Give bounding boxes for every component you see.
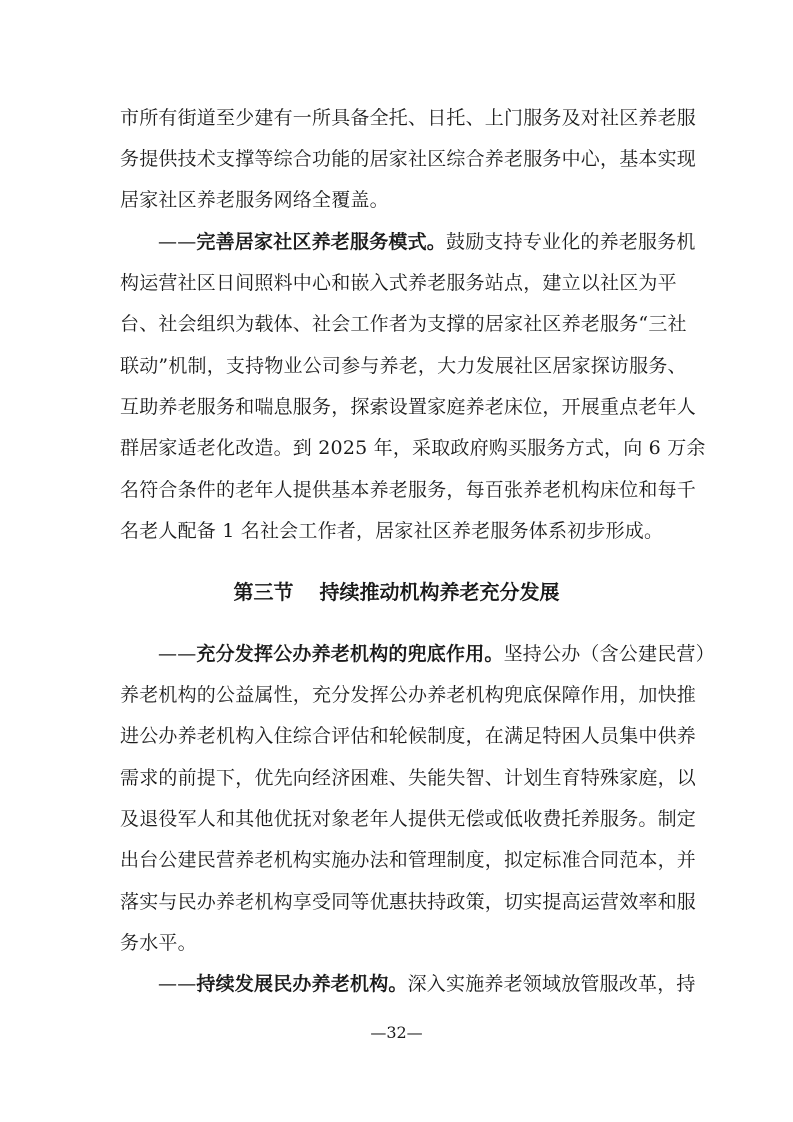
body-text-line: 互助养老服务和喘息服务，探索设置家庭养老床位，开展重点老年人 (120, 396, 697, 418)
section-title: 持续推动机构养老充分发展 (319, 580, 560, 604)
paragraph-bold-title: 充分发挥公办养老机构的兜底作用。 (196, 643, 504, 665)
body-text-line: 名符合条件的老年人提供基本养老服务，每百张养老机构床位和每千 (120, 479, 697, 501)
body-text-line: 务提供技术支撑等综合功能的居家社区综合养老服务中心，基本实现 (120, 148, 697, 170)
body-text-line: 市所有街道至少建有一所具备全托、日托、上门服务及对社区养老服 (120, 107, 697, 129)
body-text-line: 进公办养老机构入住综合评估和轮候制度，在满足特困人员集中供养 (120, 725, 697, 747)
body-text-line: 需求的前提下，优先向经济困难、失能失智、计划生育特殊家庭，以 (120, 767, 697, 789)
body-text-line: 名老人配备 1 名社会工作者，居家社区养老服务体系初步形成。 (120, 520, 664, 542)
body-text-line: 台、社会组织为载体、社会工作者为支撑的居家社区养老服务“三社 (120, 313, 687, 335)
paragraph-first-line (158, 641, 715, 667)
paragraph-bold-title: 持续发展民办养老机构。 (196, 973, 408, 995)
paragraph-text: 深入实施养老领域放管服改革，持 (407, 973, 696, 995)
body-text-line: 落实与民办养老机构享受同等优惠扶持政策，切实提高运营效率和服 (120, 891, 697, 913)
paragraph-first-line (158, 229, 696, 255)
body-text-line: 群居家适老化改造。到 2025 年，采取政府购买服务方式，向 6 万余 (120, 437, 706, 459)
dash-lead: —— (158, 231, 197, 253)
paragraph-first-line (158, 971, 696, 997)
body-text-line: 及退役军人和其他优抚对象老年人提供无偿或低收费托养服务。制定 (120, 808, 697, 830)
body-text-line: 养老机构的公益属性，充分发挥公办养老机构兜底保障作用，加快推 (120, 684, 697, 706)
dash-lead: —— (158, 973, 197, 995)
page-number: —32— (370, 1023, 423, 1042)
body-text-line: 出台公建民营养老机构实施办法和管理制度，拟定标准合同范本，并 (120, 849, 697, 871)
body-text-line: 务水平。 (120, 932, 197, 954)
paragraph-text: 鼓励支持专业化的养老服务机 (446, 231, 696, 253)
section-number: 第三节 (233, 580, 294, 604)
paragraph-bold-title: 完善居家社区养老服务模式。 (196, 231, 447, 253)
section-heading (0, 578, 793, 606)
dash-lead: —— (158, 643, 197, 665)
body-text-line: 构运营社区日间照料中心和嵌入式养老服务站点，建立以社区为平 (120, 272, 677, 294)
body-text-line: 居家社区养老服务网络全覆盖。 (120, 189, 389, 211)
body-text-line: 联动”机制，支持物业公司参与养老，大力发展社区居家探访服务、 (120, 355, 687, 377)
paragraph-text: 坚持公办（含公建民营） (503, 643, 715, 665)
